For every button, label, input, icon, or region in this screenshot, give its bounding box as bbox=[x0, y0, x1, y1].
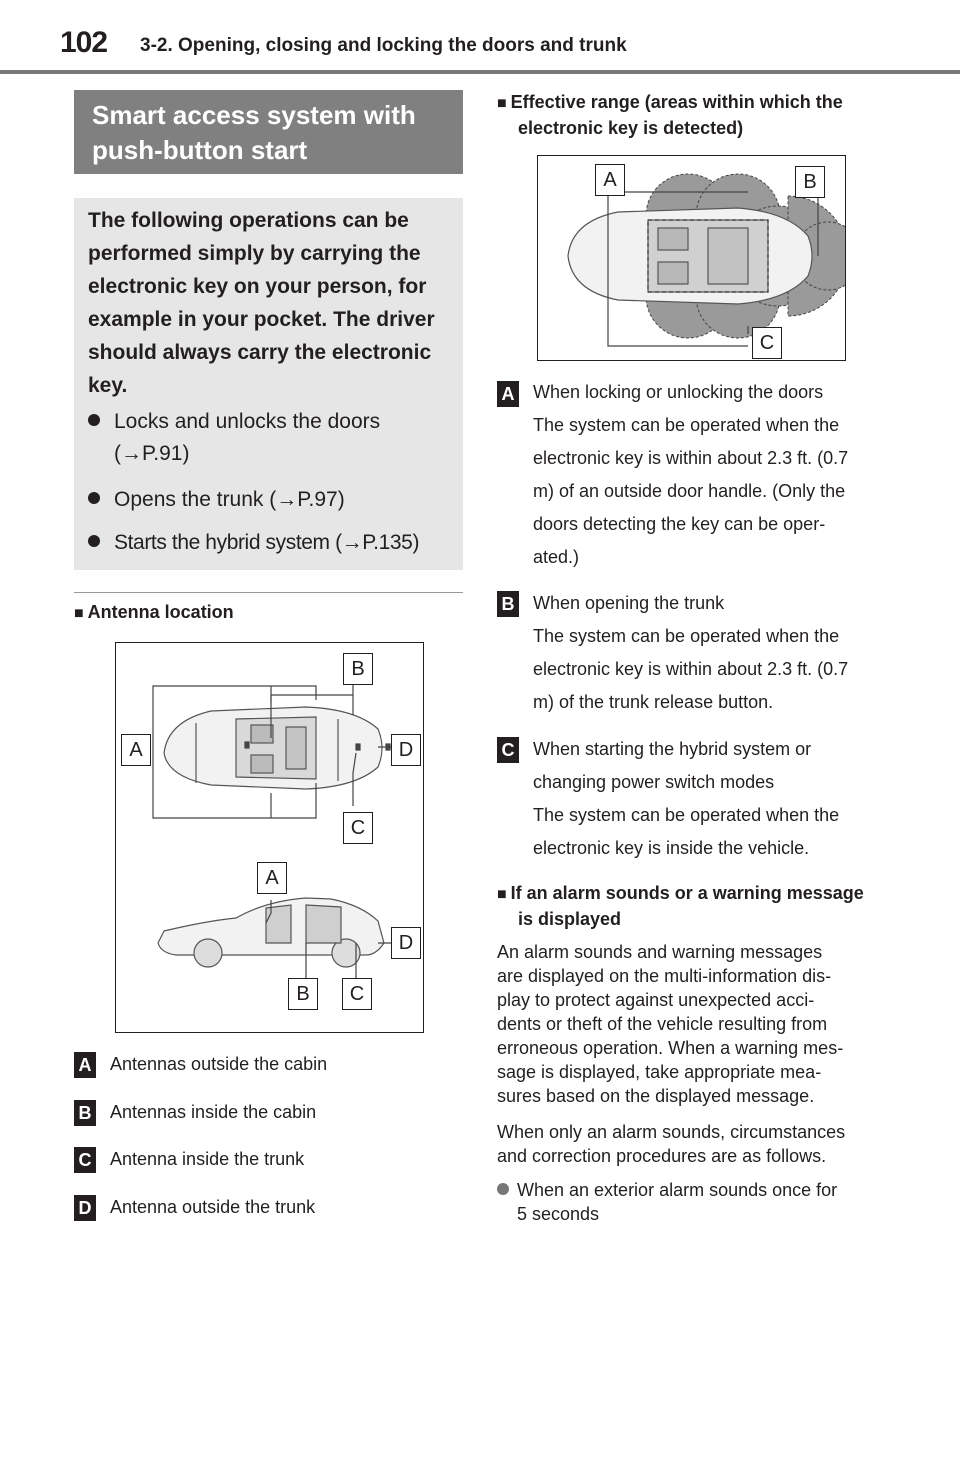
alarm-paragraph-2 bbox=[497, 1120, 845, 1168]
label-a-side: A bbox=[257, 862, 287, 894]
legend-text-a: Antennas outside the cabin bbox=[110, 1054, 328, 1074]
range-item-b-title: When opening the trunk bbox=[533, 593, 725, 613]
chapter-title: 3-2. Opening, closing and locking the doors and trunk bbox=[140, 35, 627, 56]
range-item-a bbox=[533, 376, 848, 574]
alarm-p1-line: sures based on the displayed message. bbox=[497, 1086, 815, 1106]
intro-text: The following operations can be performed simply by carrying the electronic key on your person, for example in your pocket. The driver should always carry the electronic key. bbox=[88, 209, 435, 397]
bullet-dot-icon bbox=[88, 535, 100, 547]
label-d-side: D bbox=[391, 927, 421, 959]
legend-text-c: Antenna inside the trunk bbox=[110, 1149, 305, 1169]
legend-tag-d: D bbox=[74, 1195, 96, 1221]
antenna-location-figure bbox=[115, 642, 424, 1033]
bullet-dot-icon bbox=[88, 414, 100, 426]
header-rule bbox=[0, 70, 960, 74]
alarm-heading-line2: is displayed bbox=[518, 909, 622, 929]
alarm-paragraph-1 bbox=[497, 940, 843, 1108]
bullet-text: Starts the hybrid system (→P.135) bbox=[114, 531, 420, 554]
page-number: 102 bbox=[60, 26, 108, 59]
range-item-b-line: electronic key is within about 2.3 ft. (0.7 bbox=[533, 659, 849, 679]
legend-text-b: Antennas inside the cabin bbox=[110, 1102, 317, 1122]
legend-text-d: Antenna outside the trunk bbox=[110, 1197, 316, 1217]
bullet-trunk bbox=[88, 484, 345, 516]
alarm-p1-line: erroneous operation. When a warning mes- bbox=[497, 1038, 844, 1058]
range-tag-b: B bbox=[497, 591, 519, 617]
range-item-a-title: When locking or unlocking the doors bbox=[533, 382, 824, 402]
effective-range-figure bbox=[537, 155, 846, 361]
alarm-p2-line: When only an alarm sounds, circumstances bbox=[497, 1122, 846, 1142]
legend-tag-a: A bbox=[74, 1052, 96, 1078]
range-item-a-line: The system can be operated when the bbox=[533, 415, 840, 435]
label-c: C bbox=[343, 812, 373, 844]
car-top-view-icon bbox=[164, 707, 382, 789]
range-item-a-line: m) of an outside door handle. (Only the bbox=[533, 481, 846, 501]
legend-tag-c: C bbox=[74, 1147, 96, 1173]
range-item-b bbox=[533, 587, 848, 719]
range-heading bbox=[497, 90, 897, 140]
alarm-p1-line: are displayed on the multi-information dis- bbox=[497, 966, 832, 986]
alarm-bullet-line: When an exterior alarm sounds once for bbox=[517, 1180, 838, 1200]
range-item-c-line: The system can be operated when the bbox=[533, 805, 840, 825]
antenna-heading-text: Antenna location bbox=[87, 602, 234, 622]
square-bullet-icon: ■ bbox=[497, 95, 507, 112]
bullet-hybrid bbox=[88, 527, 419, 559]
alarm-p1-line: dents or theft of the vehicle resulting from bbox=[497, 1014, 828, 1034]
range-item-c bbox=[533, 733, 839, 865]
bullet-text: Opens the trunk (→P.97) bbox=[114, 488, 345, 511]
alarm-heading bbox=[497, 881, 897, 931]
bullet-locks bbox=[88, 406, 380, 470]
antenna-diagram bbox=[116, 643, 423, 1032]
alarm-bullet-line: 5 seconds bbox=[517, 1204, 600, 1224]
alarm-bullet bbox=[497, 1178, 837, 1226]
section-title-box bbox=[74, 90, 463, 174]
range-label-c: C bbox=[752, 327, 782, 359]
range-tag-a: A bbox=[497, 381, 519, 407]
alarm-p1-line: sage is displayed, take appropriate mea- bbox=[497, 1062, 822, 1082]
round-bullet-icon bbox=[497, 1183, 509, 1195]
range-item-a-line: ated.) bbox=[533, 547, 580, 567]
bullet-ref: (→P.91) bbox=[114, 442, 190, 465]
range-label-b: B bbox=[795, 166, 825, 198]
square-bullet-icon: ■ bbox=[74, 605, 84, 622]
car-top-view-icon bbox=[568, 208, 812, 304]
range-item-b-line: m) of the trunk release button. bbox=[533, 692, 774, 712]
range-item-b-line: The system can be operated when the bbox=[533, 626, 840, 646]
range-item-c-title: When starting the hybrid system or bbox=[533, 739, 812, 759]
alarm-heading-line1: If an alarm sounds or a warning message bbox=[510, 883, 864, 903]
label-b: B bbox=[343, 653, 373, 685]
legend-tag-b: B bbox=[74, 1100, 96, 1126]
alarm-p1-line: play to protect against unexpected acci- bbox=[497, 990, 815, 1010]
label-c-side: C bbox=[342, 978, 372, 1010]
range-item-a-line: doors detecting the key can be oper- bbox=[533, 514, 826, 534]
range-label-a: A bbox=[595, 164, 625, 196]
range-item-c-line: changing power switch modes bbox=[533, 772, 775, 792]
label-b-side: B bbox=[288, 978, 318, 1010]
label-a: A bbox=[121, 734, 151, 766]
section-title bbox=[92, 98, 416, 168]
divider bbox=[74, 592, 463, 593]
range-heading-line2: electronic key is detected) bbox=[518, 118, 744, 138]
bullet-text: Locks and unlocks the doors bbox=[114, 410, 381, 433]
square-bullet-icon: ■ bbox=[497, 886, 507, 903]
range-item-a-line: electronic key is within about 2.3 ft. (0.7 bbox=[533, 448, 849, 468]
section-title-line1: Smart access system with bbox=[92, 100, 416, 130]
antenna-heading bbox=[74, 600, 234, 626]
alarm-p1-line: An alarm sounds and warning messages bbox=[497, 942, 823, 962]
section-title-line2: push-button start bbox=[92, 135, 308, 165]
range-tag-c: C bbox=[497, 737, 519, 763]
alarm-p2-line: and correction procedures are as follows. bbox=[497, 1146, 827, 1166]
label-d: D bbox=[391, 734, 421, 766]
range-heading-line1: Effective range (areas within which the bbox=[510, 92, 843, 112]
range-item-c-line: electronic key is inside the vehicle. bbox=[533, 838, 810, 858]
bullet-dot-icon bbox=[88, 492, 100, 504]
intro-box bbox=[74, 198, 463, 570]
